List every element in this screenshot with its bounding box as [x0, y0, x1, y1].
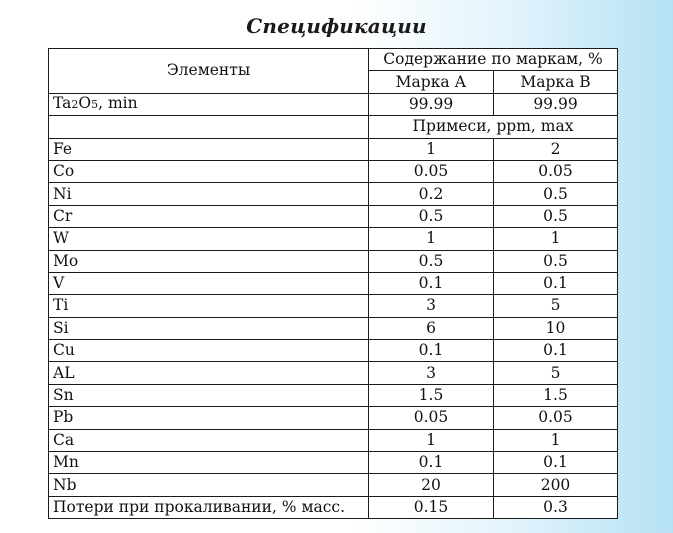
- element-name: Потери при прокаливании, % масс.: [49, 496, 369, 518]
- element-name: Ni: [49, 183, 369, 205]
- grade-b-value: 5: [494, 295, 618, 317]
- grade-b-value: 0.5: [494, 205, 618, 227]
- main-component-row: [49, 93, 618, 115]
- grade-a-value: 3: [369, 295, 494, 317]
- formula-sub-2: 2: [71, 98, 79, 112]
- grade-a-value: 1.5: [369, 384, 494, 406]
- main-component-name: [49, 93, 369, 115]
- table-row: [49, 340, 618, 362]
- grade-a-value: 0.5: [369, 205, 494, 227]
- grade-b-value: 0.1: [494, 272, 618, 294]
- grade-a-value: 0.15: [369, 496, 494, 518]
- grade-b-value: 5: [494, 362, 618, 384]
- table-row: [49, 205, 618, 227]
- grade-a-value: 6: [369, 317, 494, 339]
- grade-a-value: 0.2: [369, 183, 494, 205]
- grade-a-value: 1: [369, 228, 494, 250]
- table-row: [49, 272, 618, 294]
- grade-b-header: Марка B: [494, 71, 618, 93]
- element-name: Nb: [49, 474, 369, 496]
- formula-o: O: [78, 94, 92, 113]
- table-row: [49, 474, 618, 496]
- element-name: Ti: [49, 295, 369, 317]
- grade-a-header: Марка А: [369, 71, 494, 93]
- grade-b-value: 10: [494, 317, 618, 339]
- element-name: Ca: [49, 429, 369, 451]
- header-row: [49, 49, 618, 71]
- table-row: [49, 317, 618, 339]
- element-name: Si: [49, 317, 369, 339]
- table-row: [49, 407, 618, 429]
- element-name: V: [49, 272, 369, 294]
- grade-a-value: 0.1: [369, 340, 494, 362]
- table-row: [49, 160, 618, 182]
- grade-b-value: 0.1: [494, 452, 618, 474]
- formula-sub-5: 5: [91, 98, 99, 112]
- grade-a-value: 0.5: [369, 250, 494, 272]
- element-name: Co: [49, 160, 369, 182]
- table-row: [49, 452, 618, 474]
- impurities-header-row: [49, 116, 618, 138]
- grade-b-value: 0.5: [494, 250, 618, 272]
- grade-a-value: 0.1: [369, 452, 494, 474]
- content-header: Содержание по маркам, %: [369, 49, 618, 71]
- table-row: [49, 228, 618, 250]
- formula-suffix: , min: [98, 94, 138, 113]
- table-row: [49, 384, 618, 406]
- main-component-grade-a: 99.99: [369, 93, 494, 115]
- grade-b-value: 0.1: [494, 340, 618, 362]
- grade-b-value: 1.5: [494, 384, 618, 406]
- element-name: Cu: [49, 340, 369, 362]
- grade-b-value: 0.3: [494, 496, 618, 518]
- grade-a-value: 0.05: [369, 160, 494, 182]
- element-name: Fe: [49, 138, 369, 160]
- grade-b-value: 0.05: [494, 160, 618, 182]
- formula-ta: Ta: [53, 94, 72, 113]
- element-name: W: [49, 228, 369, 250]
- grade-b-value: 0.5: [494, 183, 618, 205]
- element-name: Mn: [49, 452, 369, 474]
- grade-b-value: 1: [494, 228, 618, 250]
- grade-b-value: 1: [494, 429, 618, 451]
- table-row: [49, 295, 618, 317]
- main-component-grade-b: 99.99: [494, 93, 618, 115]
- grade-a-value: 0.05: [369, 407, 494, 429]
- grade-a-value: 1: [369, 429, 494, 451]
- element-name: Pb: [49, 407, 369, 429]
- elements-header: Элементы: [49, 49, 369, 94]
- table-row: [49, 183, 618, 205]
- impurities-label: Примеси, ppm, max: [369, 116, 618, 138]
- grade-a-value: 20: [369, 474, 494, 496]
- table-row: [49, 138, 618, 160]
- table-row: [49, 250, 618, 272]
- element-name: Cr: [49, 205, 369, 227]
- table-row: [49, 496, 618, 518]
- table-row: [49, 362, 618, 384]
- element-name: Mo: [49, 250, 369, 272]
- grade-a-value: 0.1: [369, 272, 494, 294]
- element-name: AL: [49, 362, 369, 384]
- element-name: Sn: [49, 384, 369, 406]
- table-row: [49, 429, 618, 451]
- grade-b-value: 2: [494, 138, 618, 160]
- grade-b-value: 0.05: [494, 407, 618, 429]
- specification-table: [48, 48, 618, 519]
- grade-b-value: 200: [494, 474, 618, 496]
- grade-a-value: 1: [369, 138, 494, 160]
- page-title: Спецификации: [246, 14, 427, 38]
- impurities-blank-cell: [49, 116, 369, 138]
- grade-a-value: 3: [369, 362, 494, 384]
